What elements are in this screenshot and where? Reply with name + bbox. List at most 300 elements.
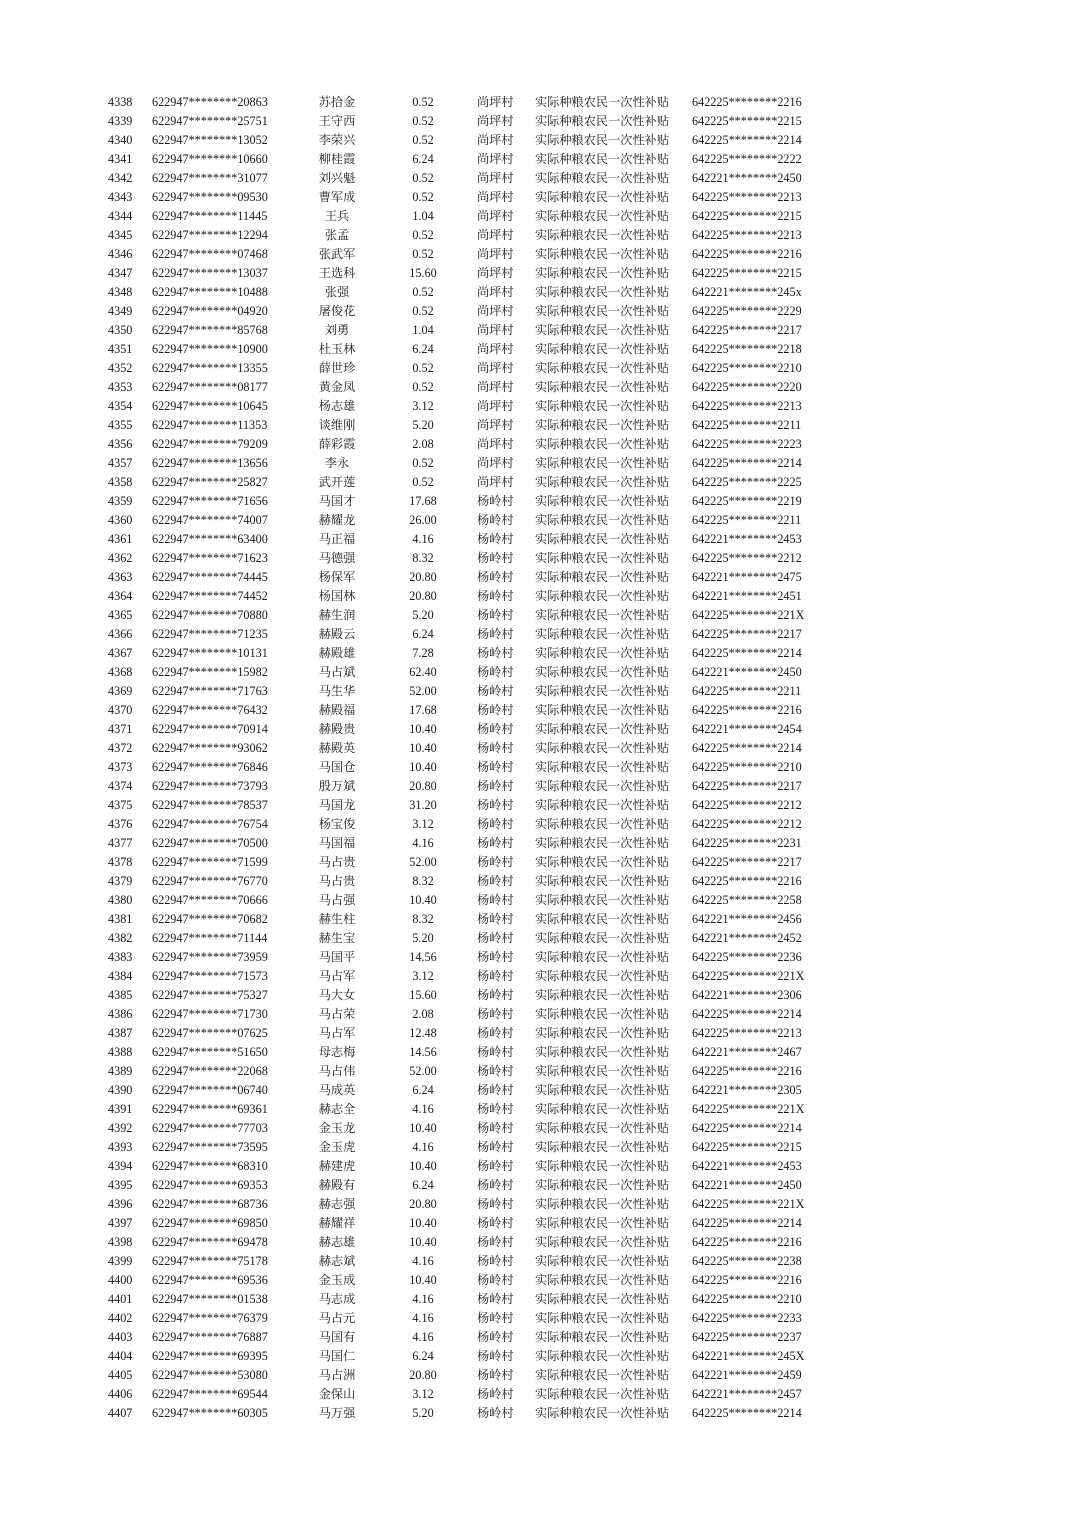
row-index: 4366 [108, 627, 133, 641]
subsidy-amount: 0.52 [412, 247, 434, 261]
village-name: 杨岭村 [477, 1178, 514, 1192]
account-number: 622947********71623 [152, 551, 268, 565]
id-number: 642225********2214 [692, 1216, 802, 1230]
account-number: 622947********78537 [152, 798, 268, 812]
village-name: 杨岭村 [477, 1140, 514, 1154]
person-name: 赫志强 [318, 1197, 356, 1211]
person-name: 王选科 [318, 266, 356, 280]
account-number: 622947********20863 [152, 95, 268, 109]
account-number: 622947********25751 [152, 114, 268, 128]
row-index: 4384 [108, 969, 133, 983]
subsidy-type: 实际种粮农民一次性补贴 [535, 1330, 670, 1344]
account-number: 622947********04920 [152, 304, 268, 318]
subsidy-type: 实际种粮农民一次性补贴 [535, 304, 670, 318]
row-index: 4358 [108, 475, 133, 489]
village-name: 杨岭村 [477, 817, 514, 831]
subsidy-amount: 52.00 [409, 1064, 437, 1078]
person-name: 苏拾金 [318, 95, 356, 109]
account-number: 622947********22068 [152, 1064, 268, 1078]
subsidy-type: 实际种粮农民一次性补贴 [535, 1216, 670, 1230]
subsidy-type: 实际种粮农民一次性补贴 [535, 247, 670, 261]
village-name: 尚坪村 [477, 228, 514, 242]
account-number: 622947********31077 [152, 171, 268, 185]
table-row [0, 1290, 1074, 1309]
village-name: 杨岭村 [477, 1349, 514, 1363]
person-name: 赫耀祥 [318, 1216, 356, 1230]
row-index: 4387 [108, 1026, 133, 1040]
table-row [0, 739, 1074, 758]
id-number: 642221********2467 [692, 1045, 802, 1059]
subsidy-amount: 5.20 [412, 418, 434, 432]
id-number: 642225********2213 [692, 1026, 802, 1040]
subsidy-type: 实际种粮农民一次性补贴 [535, 437, 670, 451]
table-row [0, 435, 1074, 454]
account-number: 622947********68736 [152, 1197, 268, 1211]
subsidy-type: 实际种粮农民一次性补贴 [535, 494, 670, 508]
row-index: 4380 [108, 893, 133, 907]
subsidy-amount: 3.12 [412, 969, 434, 983]
subsidy-amount: 5.20 [412, 1406, 434, 1420]
row-index: 4346 [108, 247, 133, 261]
id-number: 642225********2217 [692, 323, 802, 337]
village-name: 杨岭村 [477, 798, 514, 812]
account-number: 622947********71144 [152, 931, 268, 945]
id-number: 642225********2214 [692, 646, 802, 660]
village-name: 杨岭村 [477, 722, 514, 736]
table-row [0, 150, 1074, 169]
person-name: 母志梅 [318, 1045, 356, 1059]
subsidy-type: 实际种粮农民一次性补贴 [535, 361, 670, 375]
row-index: 4378 [108, 855, 133, 869]
person-name: 张武军 [318, 247, 356, 261]
subsidy-type: 实际种粮农民一次性补贴 [535, 1140, 670, 1154]
subsidy-type: 实际种粮农民一次性补贴 [535, 209, 670, 223]
id-number: 642225********2216 [692, 95, 802, 109]
person-name: 屠俊花 [318, 304, 356, 318]
account-number: 622947********75327 [152, 988, 268, 1002]
village-name: 杨岭村 [477, 1235, 514, 1249]
account-number: 622947********69850 [152, 1216, 268, 1230]
id-number: 642225********2211 [692, 684, 802, 698]
account-number: 622947********76379 [152, 1311, 268, 1325]
id-number: 642221********2457 [692, 1387, 802, 1401]
subsidy-type: 实际种粮农民一次性补贴 [535, 874, 670, 888]
id-number: 642225********2229 [692, 304, 802, 318]
row-index: 4403 [108, 1330, 133, 1344]
person-name: 金玉成 [318, 1273, 356, 1287]
id-number: 642221********2453 [692, 532, 802, 546]
row-index: 4353 [108, 380, 133, 394]
village-name: 杨岭村 [477, 1406, 514, 1420]
subsidy-amount: 14.56 [409, 1045, 437, 1059]
account-number: 622947********10900 [152, 342, 268, 356]
village-name: 杨岭村 [477, 665, 514, 679]
subsidy-type: 实际种粮农民一次性补贴 [535, 171, 670, 185]
person-name: 赫耀龙 [318, 513, 356, 527]
id-number: 642225********2212 [692, 798, 802, 812]
id-number: 642225********2217 [692, 779, 802, 793]
subsidy-table [0, 93, 1074, 1423]
village-name: 杨岭村 [477, 589, 514, 603]
id-number: 642225********2216 [692, 247, 802, 261]
subsidy-type: 实际种粮农民一次性补贴 [535, 817, 670, 831]
row-index: 4399 [108, 1254, 133, 1268]
account-number: 622947********69353 [152, 1178, 268, 1192]
id-number: 642221********245x [692, 285, 802, 299]
id-number: 642221********2453 [692, 1159, 802, 1173]
subsidy-amount: 8.32 [412, 874, 434, 888]
subsidy-type: 实际种粮农民一次性补贴 [535, 152, 670, 166]
subsidy-amount: 17.68 [409, 703, 437, 717]
account-number: 622947********11445 [152, 209, 268, 223]
row-index: 4407 [108, 1406, 133, 1420]
row-index: 4406 [108, 1387, 133, 1401]
subsidy-type: 实际种粮农民一次性补贴 [535, 760, 670, 774]
person-name: 赫殿英 [318, 741, 356, 755]
subsidy-type: 实际种粮农民一次性补贴 [535, 855, 670, 869]
row-index: 4343 [108, 190, 133, 204]
subsidy-amount: 10.40 [409, 1235, 437, 1249]
account-number: 622947********63400 [152, 532, 268, 546]
account-number: 622947********15982 [152, 665, 268, 679]
account-number: 622947********71730 [152, 1007, 268, 1021]
village-name: 杨岭村 [477, 703, 514, 717]
village-name: 尚坪村 [477, 152, 514, 166]
subsidy-amount: 0.52 [412, 133, 434, 147]
subsidy-type: 实际种粮农民一次性补贴 [535, 342, 670, 356]
id-number: 642225********2215 [692, 1140, 802, 1154]
row-index: 4352 [108, 361, 133, 375]
person-name: 马占斌 [318, 665, 356, 679]
id-number: 642225********2213 [692, 399, 802, 413]
person-name: 张孟 [324, 228, 350, 242]
subsidy-amount: 10.40 [409, 893, 437, 907]
id-number: 642221********2451 [692, 589, 802, 603]
subsidy-type: 实际种粮农民一次性补贴 [535, 532, 670, 546]
subsidy-type: 实际种粮农民一次性补贴 [535, 323, 670, 337]
subsidy-amount: 1.04 [412, 209, 434, 223]
table-row [0, 131, 1074, 150]
id-number: 642225********221X [692, 608, 805, 622]
village-name: 杨岭村 [477, 969, 514, 983]
table-row [0, 1252, 1074, 1271]
subsidy-amount: 10.40 [409, 741, 437, 755]
account-number: 622947********07625 [152, 1026, 268, 1040]
subsidy-type: 实际种粮农民一次性补贴 [535, 703, 670, 717]
subsidy-type: 实际种粮农民一次性补贴 [535, 513, 670, 527]
id-number: 642225********2215 [692, 209, 802, 223]
subsidy-amount: 20.80 [409, 1197, 437, 1211]
village-name: 杨岭村 [477, 1216, 514, 1230]
village-name: 杨岭村 [477, 760, 514, 774]
person-name: 李荣兴 [318, 133, 356, 147]
account-number: 622947********13052 [152, 133, 268, 147]
person-name: 赫生柱 [318, 912, 356, 926]
village-name: 尚坪村 [477, 247, 514, 261]
village-name: 杨岭村 [477, 1102, 514, 1116]
village-name: 尚坪村 [477, 323, 514, 337]
village-name: 杨岭村 [477, 551, 514, 565]
subsidy-amount: 15.60 [409, 988, 437, 1002]
subsidy-amount: 0.52 [412, 475, 434, 489]
subsidy-amount: 0.52 [412, 114, 434, 128]
person-name: 马万强 [318, 1406, 356, 1420]
village-name: 杨岭村 [477, 836, 514, 850]
row-index: 4376 [108, 817, 133, 831]
person-name: 赫殿有 [318, 1178, 356, 1192]
id-number: 642221********2452 [692, 931, 802, 945]
row-index: 4369 [108, 684, 133, 698]
id-number: 642225********2236 [692, 950, 802, 964]
subsidy-type: 实际种粮农民一次性补贴 [535, 950, 670, 964]
id-number: 642221********2306 [692, 988, 802, 1002]
village-name: 杨岭村 [477, 1273, 514, 1287]
village-name: 杨岭村 [477, 893, 514, 907]
id-number: 642225********2210 [692, 760, 802, 774]
subsidy-amount: 0.52 [412, 95, 434, 109]
village-name: 尚坪村 [477, 437, 514, 451]
table-row [0, 264, 1074, 283]
row-index: 4374 [108, 779, 133, 793]
subsidy-type: 实际种粮农民一次性补贴 [535, 589, 670, 603]
table-row [0, 511, 1074, 530]
account-number: 622947********11353 [152, 418, 268, 432]
subsidy-type: 实际种粮农民一次性补贴 [535, 1007, 670, 1021]
account-number: 622947********13037 [152, 266, 268, 280]
person-name: 马占伟 [318, 1064, 356, 1078]
id-number: 642225********221X [692, 1102, 805, 1116]
row-index: 4354 [108, 399, 133, 413]
person-name: 赫生润 [318, 608, 356, 622]
table-row [0, 758, 1074, 777]
table-row [0, 1385, 1074, 1404]
row-index: 4385 [108, 988, 133, 1002]
row-index: 4368 [108, 665, 133, 679]
row-index: 4401 [108, 1292, 133, 1306]
village-name: 尚坪村 [477, 190, 514, 204]
person-name: 金玉龙 [318, 1121, 356, 1135]
village-name: 杨岭村 [477, 1007, 514, 1021]
account-number: 622947********10488 [152, 285, 268, 299]
id-number: 642225********2218 [692, 342, 802, 356]
subsidy-amount: 6.24 [412, 342, 434, 356]
table-row [0, 853, 1074, 872]
table-row [0, 1043, 1074, 1062]
id-number: 642221********2459 [692, 1368, 802, 1382]
subsidy-type: 实际种粮农民一次性补贴 [535, 912, 670, 926]
account-number: 622947********71573 [152, 969, 268, 983]
person-name: 赫志全 [318, 1102, 356, 1116]
table-row [0, 1157, 1074, 1176]
id-number: 642225********2217 [692, 855, 802, 869]
subsidy-amount: 0.52 [412, 456, 434, 470]
id-number: 642225********2231 [692, 836, 802, 850]
account-number: 622947********69544 [152, 1387, 268, 1401]
subsidy-type: 实际种粮农民一次性补贴 [535, 1292, 670, 1306]
village-name: 尚坪村 [477, 209, 514, 223]
account-number: 622947********06740 [152, 1083, 268, 1097]
subsidy-type: 实际种粮农民一次性补贴 [535, 1311, 670, 1325]
row-index: 4344 [108, 209, 133, 223]
person-name: 赫殿福 [318, 703, 356, 717]
person-name: 马正福 [318, 532, 356, 546]
village-name: 尚坪村 [477, 285, 514, 299]
subsidy-amount: 4.16 [412, 1254, 434, 1268]
account-number: 622947********73793 [152, 779, 268, 793]
village-name: 尚坪村 [477, 380, 514, 394]
table-row [0, 188, 1074, 207]
person-name: 马国仁 [318, 1349, 356, 1363]
id-number: 642225********2223 [692, 437, 802, 451]
table-row [0, 948, 1074, 967]
subsidy-amount: 26.00 [409, 513, 437, 527]
subsidy-amount: 10.40 [409, 1159, 437, 1173]
subsidy-amount: 15.60 [409, 266, 437, 280]
subsidy-type: 实际种粮农民一次性补贴 [535, 798, 670, 812]
account-number: 622947********10660 [152, 152, 268, 166]
account-number: 622947********75178 [152, 1254, 268, 1268]
village-name: 尚坪村 [477, 133, 514, 147]
account-number: 622947********70682 [152, 912, 268, 926]
village-name: 杨岭村 [477, 1368, 514, 1382]
id-number: 642225********2213 [692, 190, 802, 204]
id-number: 642225********2212 [692, 817, 802, 831]
person-name: 马占军 [318, 1026, 356, 1040]
person-name: 马生华 [318, 684, 356, 698]
row-index: 4391 [108, 1102, 133, 1116]
row-index: 4339 [108, 114, 133, 128]
id-number: 642225********2225 [692, 475, 802, 489]
subsidy-amount: 3.12 [412, 399, 434, 413]
account-number: 622947********69395 [152, 1349, 268, 1363]
subsidy-amount: 31.20 [409, 798, 437, 812]
id-number: 642225********2216 [692, 874, 802, 888]
subsidy-type: 实际种粮农民一次性补贴 [535, 969, 670, 983]
account-number: 622947********07468 [152, 247, 268, 261]
table-row [0, 1309, 1074, 1328]
row-index: 4405 [108, 1368, 133, 1382]
table-row [0, 378, 1074, 397]
person-name: 马志成 [318, 1292, 356, 1306]
row-index: 4351 [108, 342, 133, 356]
person-name: 马占贵 [318, 855, 356, 869]
person-name: 杨宝俊 [318, 817, 356, 831]
subsidy-amount: 17.68 [409, 494, 437, 508]
village-name: 杨岭村 [477, 532, 514, 546]
subsidy-amount: 3.12 [412, 817, 434, 831]
subsidy-type: 实际种粮农民一次性补贴 [535, 418, 670, 432]
table-row [0, 1214, 1074, 1233]
subsidy-type: 实际种粮农民一次性补贴 [535, 684, 670, 698]
id-number: 642225********2210 [692, 1292, 802, 1306]
table-row [0, 1119, 1074, 1138]
village-name: 杨岭村 [477, 570, 514, 584]
table-row [0, 891, 1074, 910]
row-index: 4382 [108, 931, 133, 945]
id-number: 642225********2237 [692, 1330, 802, 1344]
row-index: 4377 [108, 836, 133, 850]
table-row [0, 549, 1074, 568]
account-number: 622947********73959 [152, 950, 268, 964]
table-row [0, 245, 1074, 264]
id-number: 642225********2238 [692, 1254, 802, 1268]
person-name: 王兵 [324, 209, 350, 223]
subsidy-type: 实际种粮农民一次性补贴 [535, 646, 670, 660]
id-number: 642225********2210 [692, 361, 802, 375]
row-index: 4404 [108, 1349, 133, 1363]
id-number: 642225********2214 [692, 1121, 802, 1135]
subsidy-amount: 5.20 [412, 608, 434, 622]
subsidy-type: 实际种粮农民一次性补贴 [535, 665, 670, 679]
id-number: 642225********2222 [692, 152, 802, 166]
id-number: 642225********2215 [692, 266, 802, 280]
row-index: 4355 [108, 418, 133, 432]
table-row [0, 796, 1074, 815]
row-index: 4383 [108, 950, 133, 964]
account-number: 622947********69361 [152, 1102, 268, 1116]
table-row [0, 416, 1074, 435]
row-index: 4392 [108, 1121, 133, 1135]
village-name: 尚坪村 [477, 114, 514, 128]
subsidy-type: 实际种粮农民一次性补贴 [535, 1121, 670, 1135]
subsidy-type: 实际种粮农民一次性补贴 [535, 285, 670, 299]
account-number: 622947********76754 [152, 817, 268, 831]
table-row [0, 625, 1074, 644]
row-index: 4400 [108, 1273, 133, 1287]
table-row [0, 473, 1074, 492]
row-index: 4364 [108, 589, 133, 603]
subsidy-amount: 7.28 [412, 646, 434, 660]
row-index: 4370 [108, 703, 133, 717]
subsidy-type: 实际种粮农民一次性补贴 [535, 608, 670, 622]
row-index: 4395 [108, 1178, 133, 1192]
account-number: 622947********71235 [152, 627, 268, 641]
table-row [0, 492, 1074, 511]
table-row [0, 872, 1074, 891]
subsidy-type: 实际种粮农民一次性补贴 [535, 1026, 670, 1040]
village-name: 杨岭村 [477, 1083, 514, 1097]
row-index: 4340 [108, 133, 133, 147]
village-name: 杨岭村 [477, 513, 514, 527]
table-row [0, 701, 1074, 720]
person-name: 马国有 [318, 1330, 356, 1344]
row-index: 4348 [108, 285, 133, 299]
row-index: 4341 [108, 152, 133, 166]
subsidy-amount: 20.80 [409, 1368, 437, 1382]
account-number: 622947********70880 [152, 608, 268, 622]
table-row [0, 606, 1074, 625]
table-row [0, 1404, 1074, 1423]
subsidy-amount: 6.24 [412, 627, 434, 641]
village-name: 杨岭村 [477, 1026, 514, 1040]
row-index: 4367 [108, 646, 133, 660]
village-name: 尚坪村 [477, 456, 514, 470]
row-index: 4388 [108, 1045, 133, 1059]
subsidy-type: 实际种粮农民一次性补贴 [535, 266, 670, 280]
subsidy-type: 实际种粮农民一次性补贴 [535, 1045, 670, 1059]
village-name: 尚坪村 [477, 399, 514, 413]
subsidy-amount: 4.16 [412, 1311, 434, 1325]
subsidy-amount: 4.16 [412, 836, 434, 850]
subsidy-type: 实际种粮农民一次性补贴 [535, 456, 670, 470]
person-name: 马成英 [318, 1083, 356, 1097]
id-number: 642221********2454 [692, 722, 802, 736]
account-number: 622947********73595 [152, 1140, 268, 1154]
village-name: 尚坪村 [477, 361, 514, 375]
account-number: 622947********68310 [152, 1159, 268, 1173]
id-number: 642221********2450 [692, 665, 802, 679]
person-name: 马占军 [318, 969, 356, 983]
